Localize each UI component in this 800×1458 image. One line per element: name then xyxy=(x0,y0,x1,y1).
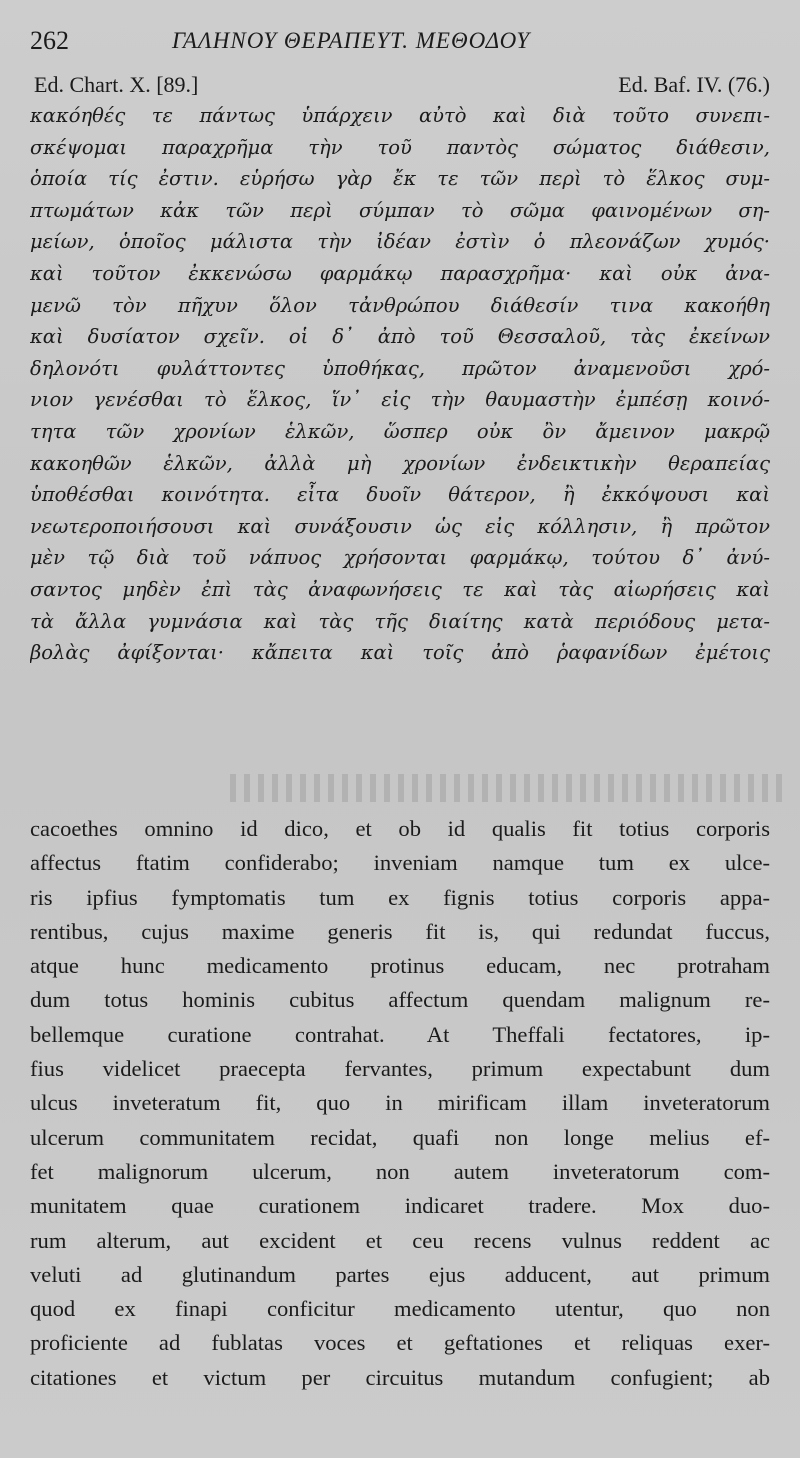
latin-text-line: affectus ftatim confiderabo; inveniam namque tum ex ulce- xyxy=(30,850,770,876)
latin-text-line: rentibus, cujus maxime generis fit is, qui redundat fuccus, xyxy=(30,918,770,944)
edition-reference-right: Ed. Baf. IV. (76.) xyxy=(618,72,770,97)
greek-text-line: βολὰς ἀφίξονται· κἄπειτα καὶ τοῖς ἀπὸ ῥαφανίδων ἐμέτοις xyxy=(30,641,770,665)
greek-text-line: σαντος μηδὲν ἐπὶ τὰς ἀναφωνήσεις τε καὶ τὰς αἰωρήσεις καὶ xyxy=(30,577,770,601)
latin-text-line: veluti ad glutinandum partes ejus adducent, aut primum xyxy=(30,1261,770,1287)
greek-text-line: τητα τῶν χρονίων ἑλκῶν, ὥσπερ οὐκ ὂν ἄμεινον μακρῷ xyxy=(30,419,770,443)
edition-reference-left: Ed. Chart. X. [89.] xyxy=(34,72,199,97)
page-number: 262 xyxy=(30,26,69,55)
latin-text-line: munitatem quae curationem indicaret tradere. Mox duo- xyxy=(30,1193,770,1219)
greek-text-line: καὶ δυσίατον σχεῖν. οἱ δ᾽ ἀπὸ τοῦ Θεσσαλοῦ, τὰς ἐκείνων xyxy=(30,325,770,349)
greek-text-line: σκέψομαι παραχρῆμα τὴν τοῦ παντὸς σώματος διάθεσιν, xyxy=(30,135,770,159)
greek-text-line: τὰ ἄλλα γυμνάσια καὶ τὰς τῆς διαίτης κατὰ περιόδους μετα- xyxy=(30,609,770,633)
greek-text-line: ὁποία τίς ἐστιν. εὑρήσω γὰρ ἔκ τε τῶν περὶ τὸ ἕλκος συμ- xyxy=(30,167,770,191)
latin-text-line: cacoethes omnino id dico, et ob id qualis fit totius corporis xyxy=(30,816,770,841)
latin-text-line: bellemque curatione contrahat. At Theffali fectatores, ip- xyxy=(30,1021,770,1047)
greek-text-block xyxy=(30,100,770,669)
latin-text-block xyxy=(30,812,770,1395)
greek-text-line: πτωμάτων κἀκ τῶν περὶ σύμπαν τὸ σῶμα φαινομένων ση- xyxy=(30,198,770,222)
edition-reference-line xyxy=(30,72,770,102)
latin-text-line: rum alterum, aut excident et ceu recens vulnus reddent ac xyxy=(30,1227,770,1253)
latin-text-line: ris ipfius fymptomatis tum ex fignis totius corporis appa- xyxy=(30,884,770,910)
latin-text-line: quod ex finapi conficitur medicamento utentur, quo non xyxy=(30,1296,770,1322)
greek-text-line: μενῶ τὸν πῆχυν ὅλον τἀνθρώπου διάθεσίν τινα κακοήθη xyxy=(30,293,770,317)
latin-text-line: fius videlicet praecepta fervantes, primum expectabunt dum xyxy=(30,1056,770,1082)
greek-text-line: νεωτεροποιήσουσι καὶ συνάξουσιν ὡς εἰς κόλλησιν, ἢ πρῶτον xyxy=(30,514,770,538)
latin-text-line: citationes et victum per circuitus mutandum confugient; ab xyxy=(30,1364,770,1390)
greek-text-line: μείων, ὁποῖος μάλιστα τὴν ἰδέαν ἐστὶν ὁ πλεονάζων χυμός· xyxy=(30,230,770,254)
running-title: ΓΑΛΗΝΟΥ ΘΕΡΑΠΕΥΤ. ΜΕΘΟΔΟΥ xyxy=(172,28,531,53)
latin-text-line: dum totus hominis cubitus affectum quendam malignum re- xyxy=(30,987,770,1013)
greek-text-line: νιον γενέσθαι τὸ ἕλκος, ἵν᾽ εἰς τὴν θαυμαστὴν ἐμπέσῃ κοινό- xyxy=(30,388,770,412)
greek-text-line: κακόηθές τε πάντως ὑπάρχειν αὐτὸ καὶ διὰ τοῦτο συνεπι- xyxy=(30,104,770,127)
greek-text-line: καὶ τοῦτον ἐκκενώσω φαρμάκῳ παρασχρῆμα· καὶ οὐκ ἀνα- xyxy=(30,261,770,285)
latin-text-line: proficiente ad fublatas voces et geftationes et reliquas exer- xyxy=(30,1330,770,1356)
latin-text-line: ulcus inveteratum fit, quo in mirificam illam inveteratorum xyxy=(30,1090,770,1116)
greek-text-line: κακοηθῶν ἑλκῶν, ἀλλὰ μὴ χρονίων ἐνδεικτικὴν θεραπείας xyxy=(30,451,770,475)
latin-text-line: fet malignorum ulcerum, non autem inveteratorum com- xyxy=(30,1158,770,1184)
latin-text-line: ulcerum communitatem recidat, quafi non longe melius ef- xyxy=(30,1124,770,1150)
greek-text-line: μὲν τῷ διὰ τοῦ νάπυος χρήσονται φαρμάκῳ, τούτου δ᾽ ἀνύ- xyxy=(30,546,770,570)
greek-text-line: ὑποθέσθαι κοινότητα. εἶτα δυοῖν θάτερον, ἢ ἐκκόψουσι καὶ xyxy=(30,483,770,507)
greek-text-line: δηλονότι φυλάττοντες ὑποθήκας, πρῶτον ἀναμενοῦσι χρό- xyxy=(30,356,770,380)
show-through-from-reverse xyxy=(230,774,790,802)
latin-text-line: atque hunc medicamento protinus educam, nec protraham xyxy=(30,953,770,979)
page-header xyxy=(30,24,770,60)
